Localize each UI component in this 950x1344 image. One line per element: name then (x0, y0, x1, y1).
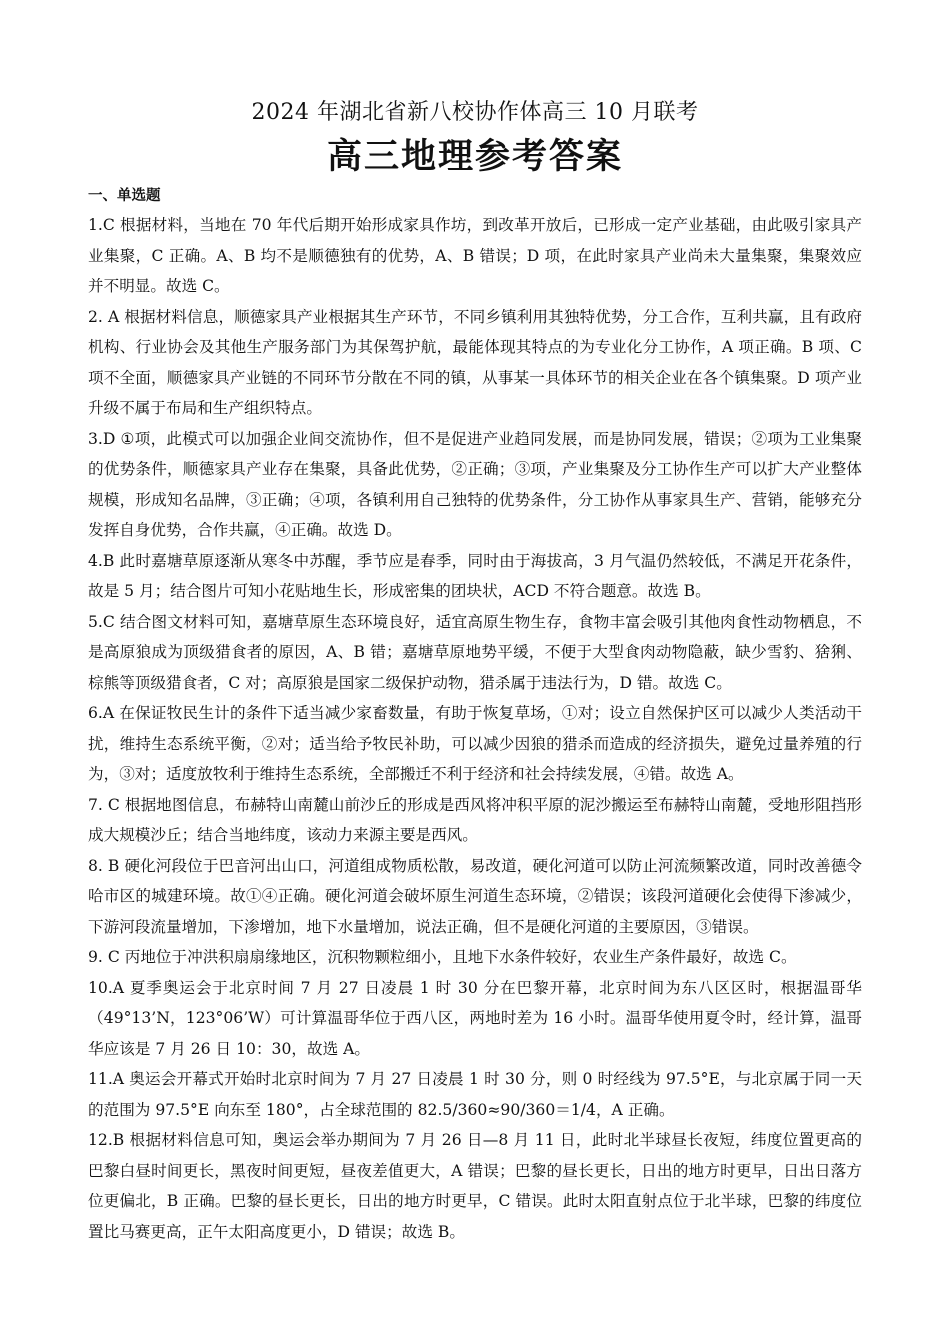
answer-item-10: 10.A 夏季奥运会于北京时间 7 月 27 日凌晨 1 时 30 分在巴黎开幕，北京时间为东八区区时，根据温哥华（49°13’N，123°06’W）可计算温哥华位于西八区，两地时差为 16 小时。温哥华使用夏令时，经计算，温哥华应该是 7 月 26 日 10：30，故选 A。 (88, 978, 862, 1058)
section-heading: 一、单选题 (88, 188, 161, 204)
page-title: 高三地理参考答案 (326, 136, 623, 177)
answer-item-6: 6.A 在保证牧民生计的条件下适当减少家畜数量，有助于恢复草场，①对；设立自然保护区可以减少人类活动干扰，维持生态系统平衡，②对；适当给予牧民补助，可以减少因狼的猎杀而造成的经济损失，避免过量养殖的行为，③对；适度放牧利于维持生态系统，全部搬迁不利于经济和社会持续发展，④错。故选 A。 (88, 704, 862, 783)
exam-title: 2024 年湖北省新八校协作体高三 10 月联考 (251, 100, 699, 125)
answer-item-3: 3.D ①项，此模式可以加强企业间交流协作，但不是促进产业趋同发展，而是协同发展，错误；②项为工业集聚的优势条件，顺德家具产业存在集聚，具备此优势，②正确；③项，产业集聚及分工协作生产可以扩大产业整体规模，形成知名品牌，③正确；④项，各镇利用自己独特的优势条件，分工协作从事家具生产、营销，能够充分发挥自身优势，合作共赢，④正确。故选 D。 (88, 429, 862, 539)
answer-item-2: 2. A 根据材料信息，顺德家具产业根据其生产环节，不同乡镇利用其独特优势，分工合作，互利共赢，且有政府机构、行业协会及其他生产服务部门为其保驾护航，最能体现其特点的为专业化分工协作，A 项正确。B 项、C 项不全面，顺德家具产业链的不同环节分散在不同的镇，从事某一具体环节的相关企业在各个镇集聚。D 项产业升级不属于布局和生产组织特点。 (88, 307, 862, 417)
answer-item-12: 12.B 根据材料信息可知，奥运会举办期间为 7 月 26 日—8 月 11 日，此时北半球昼长夜短，纬度位置更高的巴黎白昼时间更长，黑夜时间更短，昼夜差值更大，A 错误；巴黎的昼长更长，日出的地方时更早，日出日落方位更偏北，B 正确。巴黎的昼长更长，日出的地方时更早，C 错误。此时太阳直射点位于北半球，巴黎的纬度位置比马赛更高，正午太阳高度更小，D 错误；故选 B。 (88, 1131, 862, 1241)
answer-item-4: 4.B 此时嘉塘草原逐渐从寒冬中苏醒，季节应是春季，同时由于海拔高，3 月气温仍然较低，不满足开花条件，故是 5 月；结合图片可知小花贴地生长，形成密集的团块状，ACD 不符合题意。故选 B。 (88, 551, 862, 600)
answer-item-1: 1.C 根据材料，当地在 70 年代后期开始形成家具作坊，到改革开放后，已形成一定产业基础，由此吸引家具产业集聚，C 正确。A、B 均不是顺德独有的优势，A、B 错误；D 项，在此时家具产业尚未大量集聚，集聚效应并不明显。故选 C。 (88, 216, 862, 295)
answer-item-5: 5.C 结合图文材料可知，嘉塘草原生态环境良好，适宜高原生物生存，食物丰富会吸引其他肉食性动物栖息，不是高原狼成为顶级猎食者的原因，A、B 错；嘉塘草原地势平缓，不便于大型食肉动物隐蔽，缺少雪豹、猞猁、棕熊等顶级猎食者，C 对；高原狼是国家二级保护动物，猎杀属于违法行为，D 错。故选 C。 (88, 612, 862, 692)
answer-item-7: 7. C 根据地图信息，布赫特山南麓山前沙丘的形成是西风将冲积平原的泥沙搬运至布赫特山南麓，受地形阻挡形成大规模沙丘；结合当地纬度，该动力来源主要是西风。 (88, 795, 862, 844)
answer-item-9: 9. C 丙地位于冲洪积扇扇缘地区，沉积物颗粒细小，且地下水条件较好，农业生产条件最好，故选 C。 (88, 948, 797, 966)
answer-item-8: 8. B 硬化河段位于巴音河出山口，河道组成物质松散，易改道，硬化河道可以防止河流频繁改道，同时改善德令哈市区的城建环境。故①④正确。硬化河道会破坏原生河道生态环境，②错误；该段河道硬化会使得下渗减少，下游河段流量增加，下渗增加，地下水量增加，说法正确，但不是硬化河道的主要原因，③错误。 (88, 856, 862, 936)
answer-list (88, 210, 862, 1247)
answer-item-11: 11.A 奥运会开幕式开始时北京时间为 7 月 27 日凌晨 1 时 30 分，则 0 时经线为 97.5°E，与北京属于同一天的范围为 97.5°E 向东至 180°，占全球范围的 82.5/360≈90/360＝1/4，A 正确。 (88, 1070, 862, 1119)
